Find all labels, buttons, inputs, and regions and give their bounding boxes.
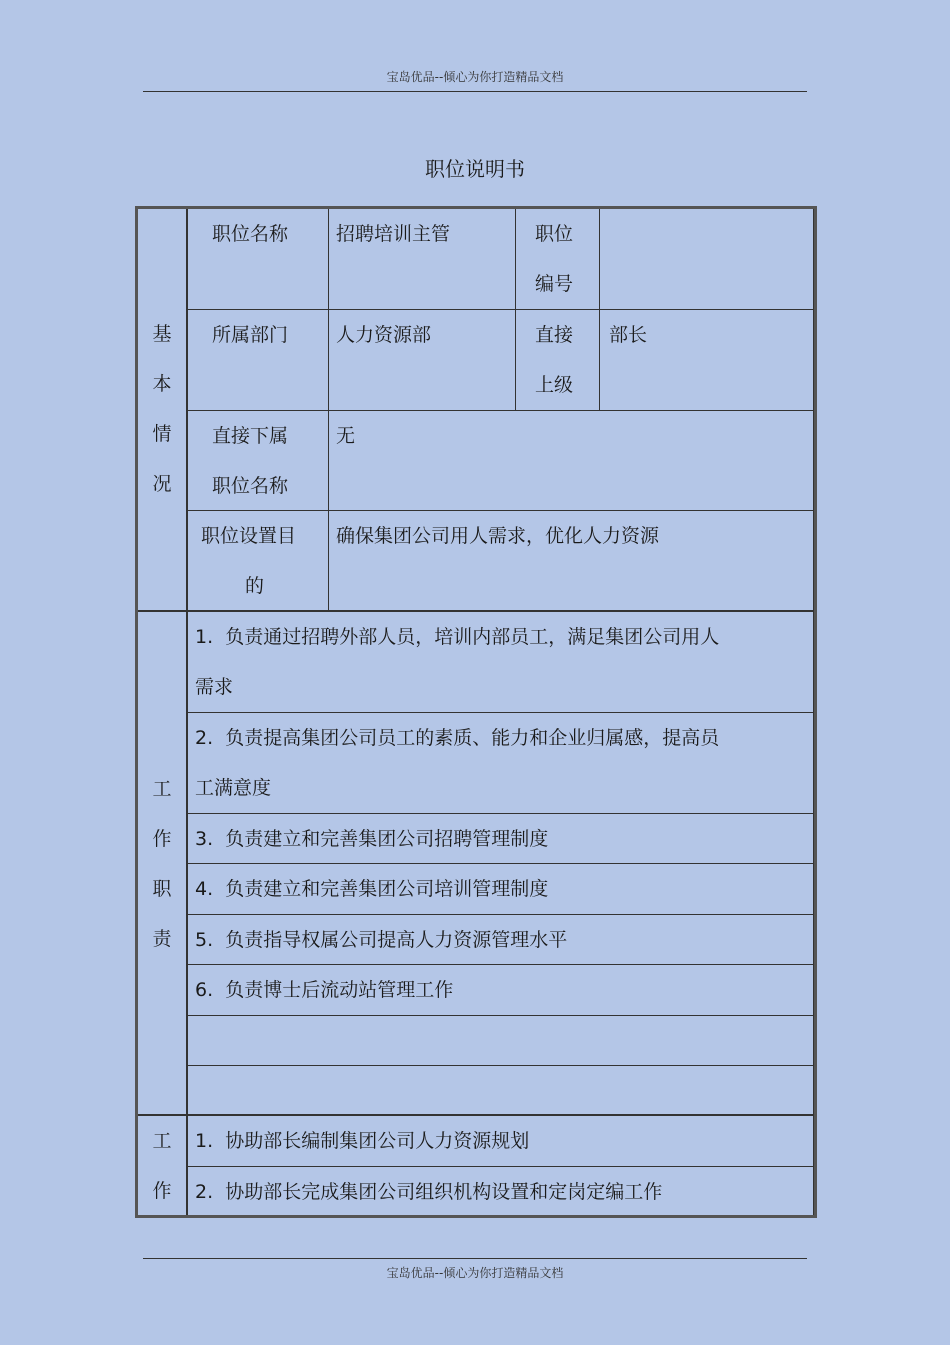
supervisor-label-cell [516,310,600,411]
purpose-label-cell [188,511,329,612]
work-item [188,1167,814,1216]
subordinate-label-2: 职位名称 [212,475,289,497]
duty-item-3: 3. 负责建立和完善集团公司招聘管理制度 [195,828,549,850]
page-header: 宝岛优品--倾心为你打造精品文档 [386,70,564,84]
duty-item [188,965,814,1016]
duty-item [188,864,814,915]
position-code-value-cell [600,209,814,310]
position-code-label-1: 职位 [535,223,574,245]
purpose-label-1: 职位设置目 [201,525,297,547]
work-section-label [138,1116,188,1216]
duty-item [188,814,814,864]
duty-item-1-line-2: 需求 [195,676,234,698]
duty-item-2-line-1: 2. 负责提高集团公司员工的素质、能力和企业归属感，提高员 [195,727,720,749]
footer-rule [143,1258,807,1259]
work-item-2: 2. 协助部长完成集团公司组织机构设置和定岗定编工作 [195,1181,663,1203]
work-item [188,1116,814,1167]
duty-item-5: 5. 负责指导权属公司提高人力资源管理水平 [195,929,568,951]
duty-item-6: 6. 负责博士后流动站管理工作 [195,979,454,1001]
department-label-cell [188,310,329,411]
duties-label-char: 工 [152,778,172,800]
job-description-table [135,206,817,1218]
purpose-label-2: 的 [245,575,265,597]
duties-section-label [138,612,188,1116]
duties-label-char: 职 [152,878,172,900]
duty-item-empty [188,1016,814,1066]
purpose-value-cell [329,511,814,612]
duty-item-empty [188,1066,814,1116]
supervisor-label-1: 直接 [535,324,574,346]
basic-label-char: 本 [152,373,172,395]
work-label-char: 工 [152,1130,172,1152]
supervisor-value: 部长 [609,324,648,346]
document-title: 职位说明书 [425,157,525,181]
duty-item [188,713,814,814]
supervisor-label-2: 上级 [535,374,574,396]
header-rule [143,91,807,92]
position-name-label-cell [188,209,329,310]
position-name-label: 职位名称 [212,223,289,245]
duties-label-char: 作 [152,828,172,850]
position-name-value: 招聘培训主管 [336,223,451,245]
subordinate-value-cell [329,411,814,511]
purpose-value: 确保集团公司用人需求，优化人力资源 [336,525,660,547]
department-value: 人力资源部 [336,324,432,346]
basic-section-label [138,209,188,612]
position-code-label-2: 编号 [535,273,574,295]
subordinate-label-1: 直接下属 [212,425,289,447]
department-value-cell [329,310,516,411]
duties-label-char: 责 [152,928,172,950]
page-footer: 宝岛优品--倾心为你打造精品文档 [386,1266,564,1280]
work-item-1: 1. 协助部长编制集团公司人力资源规划 [195,1130,530,1152]
duty-item [188,915,814,965]
subordinate-value: 无 [336,425,356,447]
basic-label-char: 况 [152,473,172,495]
basic-label-char: 基 [152,323,172,345]
duty-item-4: 4. 负责建立和完善集团公司培训管理制度 [195,878,549,900]
duty-item-2-line-2: 工满意度 [195,777,272,799]
duty-item-1-line-1: 1. 负责通过招聘外部人员，培训内部员工，满足集团公司用人 [195,626,720,648]
department-label: 所属部门 [212,324,289,346]
position-name-value-cell [329,209,516,310]
supervisor-value-cell [600,310,814,411]
work-label-char: 作 [152,1180,172,1202]
duty-item [188,612,814,713]
basic-label-char: 情 [152,423,172,445]
position-code-label-cell [516,209,600,310]
subordinate-label-cell [188,411,329,511]
